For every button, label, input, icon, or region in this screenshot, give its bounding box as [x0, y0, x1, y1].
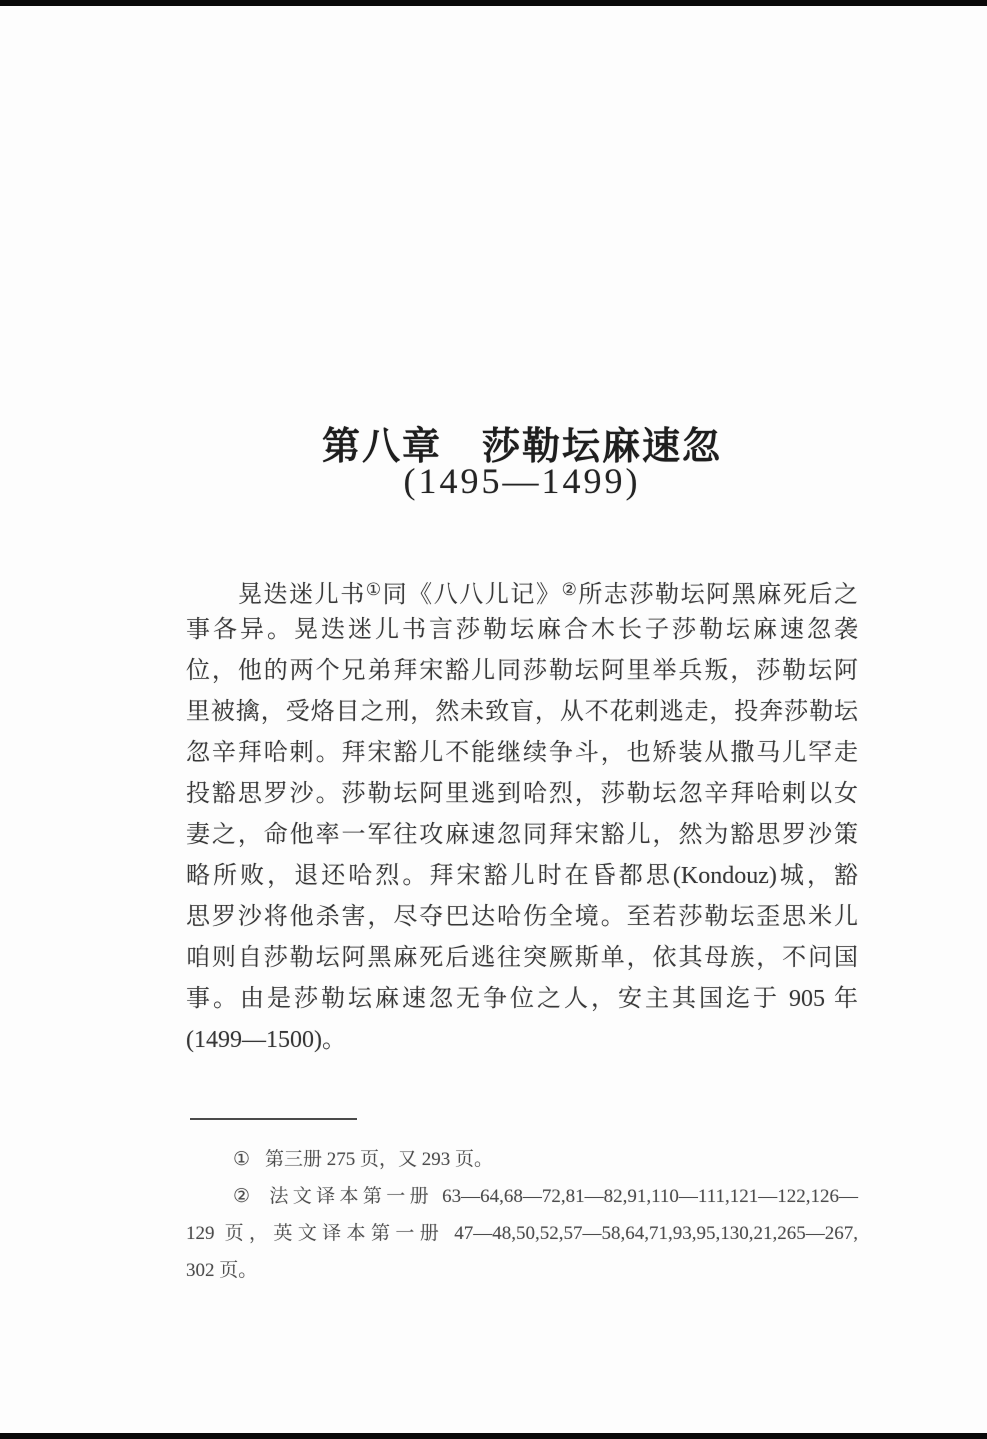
body-line: 思罗沙将他杀害，尽夺巴达哈伤全境。至若莎勒坛歪思米儿: [186, 904, 858, 930]
footnote-line: [186, 1178, 858, 1215]
footnote-marker-2: ②: [233, 1186, 251, 1207]
footnote-text: 法文译本第一册 63—64,68—72,81—82,91,110—111,121—122,126—: [265, 1186, 858, 1207]
footnote-line: [186, 1141, 858, 1178]
footnote-text: 第三册 275 页，又 293 页。: [265, 1149, 494, 1170]
body-line: 妻之，命他率一军往攻麻速忽同拜宋豁儿，然为豁思罗沙策: [186, 822, 858, 848]
scan-edge-bottom: [0, 1433, 987, 1439]
footnote-ref-1: ①: [365, 580, 383, 599]
scan-edge-top: [0, 0, 987, 6]
footnote-marker-1: ①: [233, 1149, 251, 1170]
body-line: 略所败，退还哈烈。拜宋豁儿时在昏都思(Kondouz)城，豁: [186, 863, 858, 889]
body-line: 里被擒，受烙目之刑，然未致盲，从不花剌逃走，投奔莎勒坛: [186, 699, 858, 725]
body-line: 位，他的两个兄弟拜宋豁儿同莎勒坛阿里举兵叛，莎勒坛阿: [186, 658, 858, 684]
footnote-line: 302 页。: [186, 1260, 258, 1281]
body-line: 事。由是莎勒坛麻速忽无争位之人，安主其国迄于 905 年: [186, 986, 858, 1012]
chapter-years: (1495—1499): [403, 461, 641, 501]
body-line: [186, 569, 858, 610]
footnote-separator: [190, 1118, 357, 1120]
body-text-segment: 晃迭迷儿书: [238, 582, 366, 608]
body-line: 投豁思罗沙。莎勒坛阿里逃到哈烈，莎勒坛忽辛拜哈剌以女: [186, 781, 858, 807]
chapter-body: [186, 569, 858, 1061]
body-line: 咱则自莎勒坛阿黑麻死后逃往突厥斯单，依其母族，不问国: [186, 945, 858, 971]
body-line: 忽辛拜哈剌。拜宋豁儿不能继续争斗，也矫装从撒马儿罕走: [186, 740, 858, 766]
body-line: (1499—1500)。: [186, 1027, 346, 1053]
footnote-line: 129 页，英文译本第一册 47—48,50,52,57—58,64,71,93,95,130,21,265—267,: [186, 1223, 858, 1244]
body-line: 事各异。晃迭迷儿书言莎勒坛麻合木长子莎勒坛麻速忽袭: [186, 617, 858, 643]
footnote-ref-2: ②: [561, 580, 579, 599]
body-text-segment: 所志莎勒坛阿黑麻死后之: [578, 582, 858, 608]
chapter-title: 第八章 莎勒坛麻速忽: [321, 426, 722, 469]
footnotes: [186, 1141, 858, 1289]
body-text-segment: 同《八八儿记》: [382, 582, 562, 608]
